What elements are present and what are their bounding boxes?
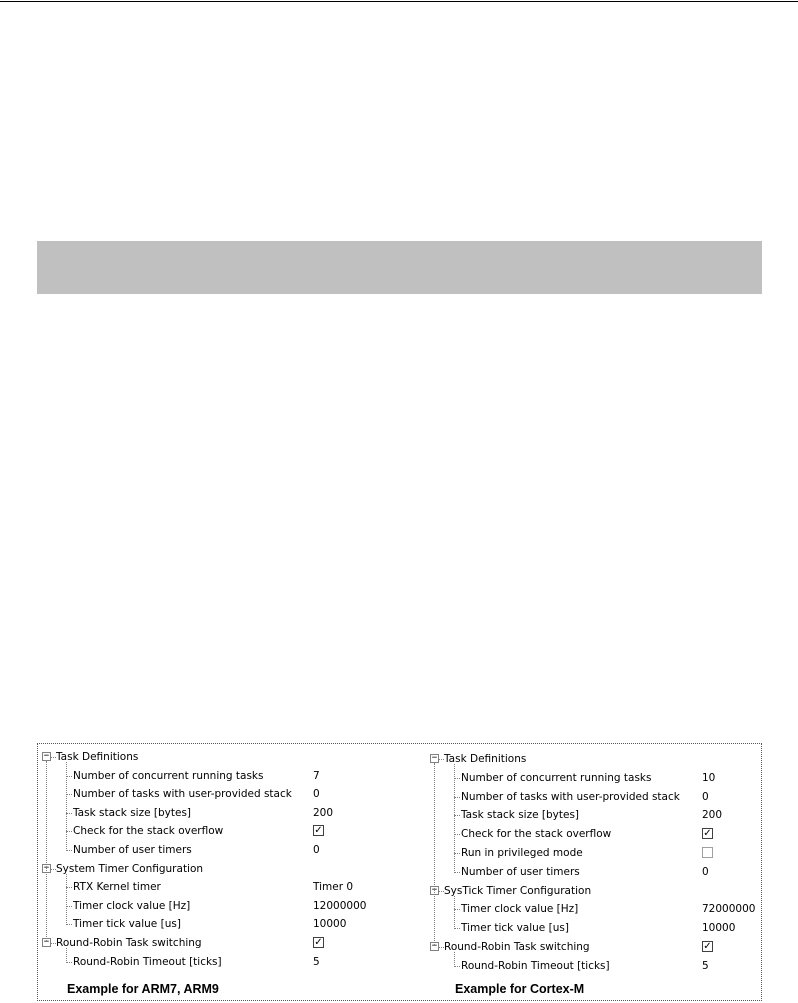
item-value[interactable]: 0 <box>313 788 320 801</box>
tree-group-task-definitions[interactable] <box>38 750 398 766</box>
item-label: Check for the stack overflow <box>461 828 612 841</box>
item-checkbox[interactable]: ✓ <box>314 825 323 837</box>
item-label: Timer tick value [us] <box>461 922 569 935</box>
item-label: Number of tasks with user-provided stack <box>461 790 680 803</box>
tree-item-number-of-user-timers[interactable] <box>426 865 763 881</box>
item-value[interactable]: Timer 0 <box>313 881 354 894</box>
group-label: Task Definitions <box>56 751 139 763</box>
item-value[interactable]: 200 <box>702 809 723 822</box>
item-value[interactable]: 0 <box>702 790 709 803</box>
tree-connector <box>454 952 455 967</box>
tree-item-timer-clock-value-hz[interactable] <box>38 899 398 915</box>
item-label: Number of user timers <box>461 865 580 878</box>
tree-group-task-definitions[interactable] <box>426 752 763 768</box>
collapse-icon[interactable]: − <box>431 884 438 895</box>
tree-item-round-robin-timeout-ticks[interactable] <box>426 959 763 975</box>
page-top-rule <box>0 1 798 2</box>
group-checkbox[interactable]: ✓ <box>314 937 323 948</box>
collapse-icon[interactable]: − <box>43 862 50 873</box>
tree-item-number-of-concurrent-running-tasks[interactable] <box>426 771 763 787</box>
item-label: Timer clock value [Hz] <box>73 899 191 912</box>
item-value[interactable]: 0 <box>702 865 709 878</box>
collapse-icon[interactable]: − <box>431 941 438 951</box>
tree-connector <box>66 762 67 851</box>
tree-group-systick-timer-configuration[interactable] <box>426 884 763 900</box>
group-checkbox[interactable]: ✓ <box>703 941 712 952</box>
tree-item-number-of-tasks-with-user-provided-stack[interactable] <box>426 790 763 806</box>
item-label: Round-Robin Timeout [ticks] <box>461 959 610 972</box>
item-value[interactable]: 10000 <box>313 918 347 931</box>
group-label: Round-Robin Task switching <box>56 937 202 949</box>
group-label: SysTick Timer Configuration <box>444 884 592 897</box>
tree-connector <box>46 761 47 941</box>
tree-item-check-for-the-stack-overflow[interactable] <box>38 824 398 840</box>
tree-item-number-of-user-timers[interactable] <box>38 843 398 859</box>
item-label: Task stack size [bytes] <box>461 809 580 822</box>
item-label: Timer clock value [Hz] <box>461 903 579 916</box>
tree-item-check-for-the-stack-overflow[interactable] <box>426 827 763 843</box>
item-value[interactable]: 5 <box>313 955 320 968</box>
tree-item-task-stack-size-bytes[interactable] <box>38 806 398 822</box>
group-label: Round-Robin Task switching <box>444 941 590 953</box>
item-label: Task stack size [bytes] <box>73 806 192 819</box>
tree-item-task-stack-size-bytes[interactable] <box>426 808 763 824</box>
group-label: Task Definitions <box>444 753 527 765</box>
item-value[interactable]: 10 <box>702 771 716 784</box>
item-label: Timer tick value [us] <box>73 918 181 931</box>
tree-group-system-timer-configuration[interactable] <box>38 862 398 878</box>
item-label: Check for the stack overflow <box>73 825 224 838</box>
shaded-banner <box>37 241 762 294</box>
tree-group-round-robin-task-switching[interactable] <box>38 936 398 952</box>
item-label: Number of user timers <box>73 844 192 856</box>
tree-item-number-of-tasks-with-user-provided-stack[interactable] <box>38 787 398 803</box>
tree-item-timer-tick-value-us[interactable] <box>426 921 763 937</box>
tree-item-run-in-privileged-mode[interactable] <box>426 846 763 862</box>
collapse-icon[interactable]: − <box>43 937 50 947</box>
tree-connector <box>454 896 455 930</box>
tree-item-timer-tick-value-us[interactable] <box>38 917 398 933</box>
tree-connector <box>66 874 67 926</box>
item-label: Run in privileged mode <box>461 847 583 859</box>
right-figure-caption: Example for Cortex-M <box>455 982 585 996</box>
collapse-icon[interactable]: − <box>431 753 438 763</box>
item-label: Number of concurrent running tasks <box>461 771 652 784</box>
item-value[interactable]: 72000000 <box>702 903 756 916</box>
item-value[interactable]: 12000000 <box>313 899 367 912</box>
item-label: Number of tasks with user-provided stack <box>73 788 292 801</box>
item-value[interactable]: 7 <box>313 769 320 782</box>
configuration-figure <box>37 743 762 1001</box>
tree-connector <box>434 763 435 945</box>
tree-item-timer-clock-value-hz[interactable] <box>426 902 763 918</box>
item-label: Number of concurrent running tasks <box>73 769 264 782</box>
tree-item-round-robin-timeout-ticks[interactable] <box>38 955 398 971</box>
collapse-icon[interactable]: − <box>43 751 50 761</box>
group-label: System Timer Configuration <box>56 862 204 875</box>
tree-item-number-of-concurrent-running-tasks[interactable] <box>38 769 398 785</box>
item-checkbox[interactable]: ✓ <box>703 828 712 840</box>
item-label: RTX Kernel timer <box>73 881 161 894</box>
item-value[interactable]: 5 <box>702 959 709 972</box>
item-label: Round-Robin Timeout [ticks] <box>73 955 222 968</box>
item-value[interactable]: 0 <box>313 844 320 856</box>
left-figure-caption: Example for ARM7, ARM9 <box>67 982 219 996</box>
tree-connector <box>454 764 455 873</box>
item-value[interactable]: 200 <box>313 806 334 819</box>
tree-item-rtx-kernel-timer[interactable] <box>38 880 398 896</box>
item-value[interactable]: 10000 <box>702 922 736 935</box>
item-checkbox[interactable] <box>702 847 713 858</box>
tree-connector <box>66 948 67 963</box>
tree-group-round-robin-task-switching[interactable] <box>426 940 763 956</box>
